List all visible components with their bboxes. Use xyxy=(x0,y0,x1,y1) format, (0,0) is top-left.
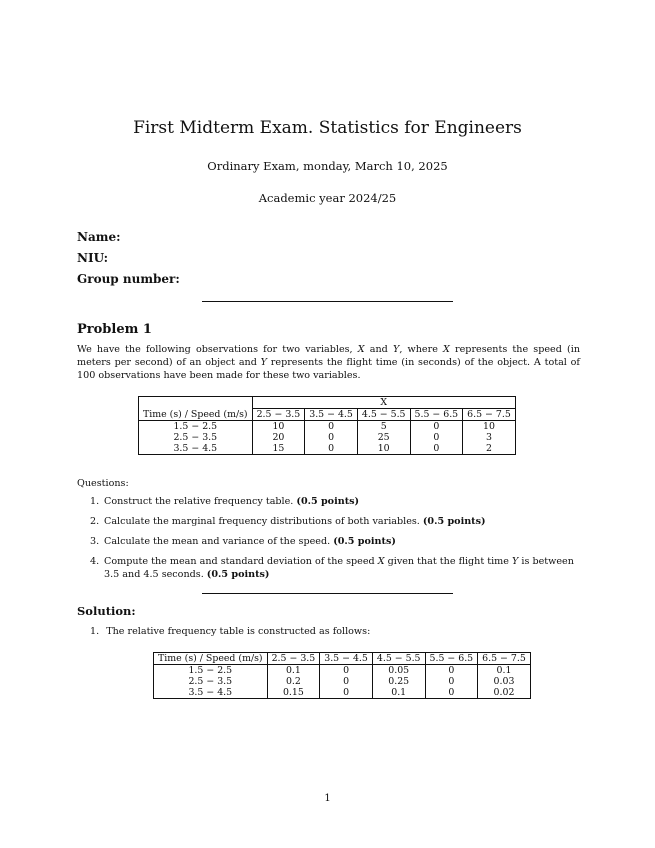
column-header: 4.5 − 5.5 xyxy=(357,409,410,421)
name-field-label: Name: xyxy=(77,230,121,244)
divider-bottom xyxy=(202,593,453,594)
column-header: 4.5 − 5.5 xyxy=(372,653,425,665)
questions-label: Questions: xyxy=(77,478,129,489)
relative-frequency-table xyxy=(153,652,531,699)
table-cell: 0.1 xyxy=(372,687,425,699)
table-cell: 0 xyxy=(305,421,358,433)
table-cell: 20 xyxy=(252,432,305,443)
table-cell: 0 xyxy=(320,687,373,699)
table-cell: 0.02 xyxy=(478,687,531,699)
column-header: 2.5 − 3.5 xyxy=(252,409,305,421)
table-row xyxy=(154,676,531,687)
question-text: Calculate the mean and variance of the speed. xyxy=(104,536,334,547)
question-number: 1. xyxy=(90,496,100,507)
table-cell: 0 xyxy=(305,432,358,443)
problem-heading: Problem 1 xyxy=(77,322,152,337)
row-label: 3.5 − 4.5 xyxy=(154,687,268,699)
question-number: 2. xyxy=(90,516,100,527)
question-number: 3. xyxy=(90,536,100,547)
table-header-row xyxy=(154,653,531,665)
divider-top xyxy=(202,301,453,302)
table-cell: 0 xyxy=(425,676,478,687)
table-cell: 0 xyxy=(320,676,373,687)
question-item xyxy=(90,535,580,548)
table-cell: 10 xyxy=(357,443,410,455)
question-item xyxy=(90,555,580,581)
observation-table xyxy=(138,396,516,455)
table-cell: 0 xyxy=(425,687,478,699)
row-label: 2.5 − 3.5 xyxy=(154,676,268,687)
problem-intro: We have the following observations for two variables, X and Y, where X represents the speed (in meters per second) of an object and Y represents the flight time (in seconds) of the object. A total of 100 observations have been made for these two variables. xyxy=(77,344,581,381)
table-cell: 25 xyxy=(357,432,410,443)
row-label: 1.5 − 2.5 xyxy=(139,421,253,433)
table-cell: 5 xyxy=(357,421,410,433)
column-header: 2.5 − 3.5 xyxy=(267,653,320,665)
question-number: 4. xyxy=(90,556,100,567)
table-cell: 0 xyxy=(305,443,358,455)
table-cell: 0.1 xyxy=(478,665,531,677)
column-header: 6.5 − 7.5 xyxy=(478,653,531,665)
table-cell: 0.1 xyxy=(267,665,320,677)
question-item xyxy=(90,495,580,508)
table-cell: 15 xyxy=(252,443,305,455)
column-header: 3.5 − 4.5 xyxy=(320,653,373,665)
page-number: 1 xyxy=(324,793,331,804)
question-text: Construct the relative frequency table. xyxy=(104,496,297,507)
group-field-label: Group number: xyxy=(77,272,180,286)
table-cell: 3 xyxy=(463,432,516,443)
solution-heading: Solution: xyxy=(77,604,136,618)
table-header-row xyxy=(139,409,516,421)
table-row xyxy=(139,443,516,455)
column-header: 3.5 − 4.5 xyxy=(305,409,358,421)
solution-item-text: The relative frequency table is constructed as follows: xyxy=(106,626,371,637)
table-cell: 0.2 xyxy=(267,676,320,687)
table-cell: 0 xyxy=(425,665,478,677)
column-header: 5.5 − 6.5 xyxy=(410,409,463,421)
table-cell: 0 xyxy=(410,421,463,433)
question-text: Calculate the marginal frequency distributions of both variables. xyxy=(104,516,423,527)
column-header: 5.5 − 6.5 xyxy=(425,653,478,665)
row-label: 1.5 − 2.5 xyxy=(154,665,268,677)
exam-title: First Midterm Exam. Statistics for Engineers xyxy=(133,118,522,138)
table-corner-label: Time (s) / Speed (m/s) xyxy=(154,653,268,665)
table-cell: 0.05 xyxy=(372,665,425,677)
table-cell: 0.25 xyxy=(372,676,425,687)
table-corner-blank xyxy=(139,397,253,409)
question-points: (0.5 points) xyxy=(422,516,486,527)
question-points: (0.5 points) xyxy=(333,536,396,547)
table-cell: 10 xyxy=(463,421,516,433)
question-list xyxy=(90,495,580,588)
column-header: 6.5 − 7.5 xyxy=(463,409,516,421)
academic-year: Academic year 2024/25 xyxy=(258,191,397,205)
niu-field-label: NIU: xyxy=(77,251,109,265)
question-points: (0.5 points) xyxy=(296,496,360,507)
solution-item xyxy=(90,625,370,638)
table-corner-label: Time (s) / Speed (m/s) xyxy=(139,409,253,421)
table-cell: 2 xyxy=(463,443,516,455)
table-cell: 0.03 xyxy=(478,676,531,687)
row-label: 2.5 − 3.5 xyxy=(139,432,253,443)
table-row xyxy=(154,665,531,677)
table-cell: 10 xyxy=(252,421,305,433)
table-cell: 0.15 xyxy=(267,687,320,699)
table-row xyxy=(139,421,516,433)
table-row xyxy=(154,687,531,699)
table-cell: 0 xyxy=(410,432,463,443)
table-row xyxy=(139,432,516,443)
x-variable-label: X xyxy=(252,397,515,409)
exam-subtitle: Ordinary Exam, monday, March 10, 2025 xyxy=(207,159,448,173)
solution-item-number: 1. xyxy=(90,626,100,637)
question-text: Compute the mean and standard deviation of the speed X given that the flight time Y is between 3.5 and 4.5 seconds. xyxy=(104,556,574,580)
question-item xyxy=(90,515,580,528)
table-cell: 0 xyxy=(320,665,373,677)
question-points: (0.5 points) xyxy=(206,569,270,580)
row-label: 3.5 − 4.5 xyxy=(139,443,253,455)
table-cell: 0 xyxy=(410,443,463,455)
